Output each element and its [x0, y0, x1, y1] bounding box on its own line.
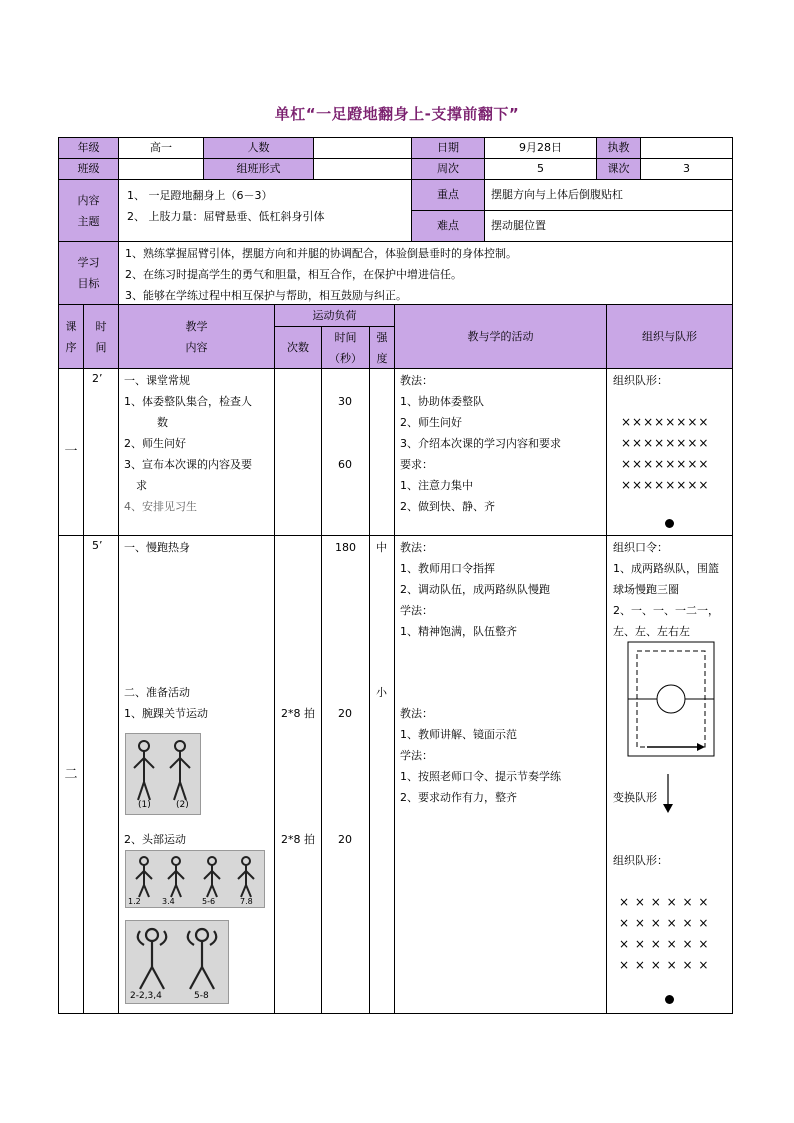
col-count: 次数 [275, 327, 322, 369]
col-time-1: 时 [95, 319, 107, 333]
col-intensity-2: 度 [376, 351, 388, 365]
col-content [119, 305, 275, 369]
section2-activity [395, 536, 607, 1013]
difficulty-label: 难点 [412, 211, 485, 242]
key-value: 摆腿方向与上体后倒腹贴杠 [485, 180, 732, 211]
page-title: 单杠“一足蹬地翻身上-支撑前翻下” [274, 105, 520, 123]
people-label: 人数 [204, 138, 314, 159]
section2-content [119, 536, 275, 1013]
s2-activity-line: 2、调动队伍，成两路纵队慢跑 [400, 583, 550, 596]
section1-time: 2’ [84, 369, 119, 536]
key-label: 重点 [412, 180, 485, 211]
formation-row: ×××××××× [621, 457, 710, 471]
s1-content-line: 1、体委整队集合，检查人 [124, 395, 252, 408]
content-label [59, 180, 119, 242]
col-intensity-1: 强 [376, 330, 388, 344]
grade-value: 高一 [119, 138, 204, 159]
s2-change-label: 变换队形 [613, 791, 657, 804]
s2-org-command-line: 2、一、一、一二一， [613, 604, 719, 617]
col-seq-2: 序 [65, 340, 77, 354]
formation-row: ×××××××× [621, 415, 710, 429]
week-label: 周次 [412, 159, 485, 180]
s2-activity-line: 1、教师讲解、镜面示范 [400, 728, 517, 741]
s2-activity-line: 1、按照老师口令、提示节奏学练 [400, 770, 561, 783]
lesson-label: 课次 [597, 159, 641, 180]
section1-organization [607, 369, 732, 536]
s1-content-line: 一、课堂常规 [124, 374, 190, 387]
section1-activity [395, 369, 607, 536]
form-value [314, 159, 412, 180]
teacher-position-dot [665, 995, 674, 1004]
s1-activity-line: 1、协助体委整队 [400, 395, 484, 408]
content-item: 1、 一足蹬地翻身上（6－3） [127, 189, 273, 202]
s2-duration-a: 180 [335, 541, 356, 554]
s2-org-command-line: 左、左、左右左 [613, 625, 690, 638]
formation-row: × × × × × × [619, 895, 710, 909]
s1-activity-line: 1、注意力集中 [400, 479, 473, 492]
goal-item: 3、能够在学练过程中相互保护与帮助，相互鼓励与纠正。 [125, 289, 407, 302]
col-activity: 教与学的活动 [395, 305, 607, 369]
s1-content-line: 2、师生问好 [124, 437, 186, 450]
sketch-label: 3.4 [162, 897, 175, 906]
s2-content-b: 二、准备活动 [124, 686, 190, 699]
goal-item: 2、在练习时提高学生的勇气和胆量，相互合作，在保护中增进信任。 [125, 268, 462, 281]
s2-activity-line: 2、要求动作有力，整齐 [400, 791, 517, 804]
s2-content-b2: 2、头部运动 [124, 833, 186, 846]
people-value [314, 138, 412, 159]
s1-content-line: 3、宣布本次课的内容及要 [124, 458, 252, 471]
sketch-label: 2-2,3,4 [130, 991, 162, 1001]
class-value [119, 159, 204, 180]
s1-duration: 60 [338, 458, 352, 471]
col-time-2: 间 [95, 340, 107, 354]
content-label-1: 内容 [77, 193, 100, 207]
s1-activity-line: 2、师生问好 [400, 416, 462, 429]
sketch-label: 5-8 [194, 991, 209, 1001]
goal-item: 1、熟练掌握屈臂引体，摆腿方向和并腿的协调配合，体验倒悬垂时的身体控制。 [125, 247, 517, 260]
sketch-label: 1.2 [128, 897, 141, 906]
s2-org-command-line: 1、成两路纵队，围篮 [613, 562, 719, 575]
s2-intensity-b: 小 [376, 686, 387, 699]
goals-label [59, 242, 119, 305]
section2-time: 5’ [84, 536, 119, 1013]
section1-content [119, 369, 275, 536]
sketch-label: 7.8 [240, 897, 253, 906]
wrist-ankle-sketch [125, 733, 201, 815]
s1-content-line: 求 [136, 479, 147, 492]
formation-row: × × × × × × [619, 958, 710, 972]
s1-content-line: 数 [157, 416, 168, 429]
col-duration-1: 时间 [334, 330, 357, 344]
s1-activity-line: 2、做到快、静、齐 [400, 500, 495, 513]
section1-intensity [370, 369, 395, 536]
s2-activity-line: 教法： [400, 541, 433, 554]
lesson-value: 3 [641, 159, 732, 180]
date-value: 9月28日 [485, 138, 597, 159]
section2-duration [322, 536, 370, 1013]
s1-duration: 30 [338, 395, 352, 408]
s2-org-command-label: 组织口令： [613, 541, 668, 554]
section1-seq: 一 [59, 369, 84, 536]
col-intensity [370, 327, 395, 369]
s2-duration-b2: 20 [338, 833, 352, 846]
formation-row: × × × × × × [619, 937, 710, 951]
formation-row: ×××××××× [621, 436, 710, 450]
formation-row: ×××××××× [621, 478, 710, 492]
week-value: 5 [485, 159, 597, 180]
basketball-court-diagram [627, 641, 717, 759]
shoulder-movement-sketch [125, 920, 229, 1004]
sketch-label: 5-6 [202, 897, 216, 906]
goals-label-1: 学习 [77, 256, 100, 269]
col-duration [322, 327, 370, 369]
section2-organization [607, 536, 732, 1013]
s2-activity-line: 教法： [400, 707, 433, 720]
s2-content-a: 一、慢跑热身 [124, 541, 190, 554]
section1-duration [322, 369, 370, 536]
s1-activity-line: 教法： [400, 374, 433, 387]
s1-org-label: 组织队形： [613, 374, 668, 387]
s2-activity-line: 学法： [400, 604, 433, 617]
content-label-2: 主题 [77, 214, 100, 228]
difficulty-value: 摆动腿位置 [485, 211, 732, 242]
col-load: 运动负荷 [275, 305, 395, 327]
s1-content-line: 4、安排见习生 [124, 500, 197, 513]
section2-seq: 二 [59, 536, 84, 1013]
section1-count [275, 369, 322, 536]
sketch-label: (2) [176, 800, 189, 810]
teacher-value [641, 138, 732, 159]
grade-label: 年级 [59, 138, 119, 159]
goals-label-2: 目标 [77, 277, 100, 290]
s2-count-b1: 2*8 拍 [281, 707, 315, 720]
s2-activity-line: 1、精神饱满，队伍整齐 [400, 625, 517, 638]
content-items [119, 180, 412, 242]
lesson-plan-table [58, 137, 733, 1014]
goals-list [119, 242, 732, 305]
date-label: 日期 [412, 138, 485, 159]
section2-count [275, 536, 322, 1013]
s2-intensity-a: 中 [376, 541, 387, 554]
s1-activity-line: 3、介绍本次课的学习内容和要求 [400, 437, 561, 450]
content-item: 2、 上肢力量：屈臂悬垂、低杠斜身引体 [127, 210, 325, 223]
s2-activity-line: 学法： [400, 749, 433, 762]
col-content-2: 内容 [185, 340, 208, 354]
teacher-label: 执教 [597, 138, 641, 159]
class-label: 班级 [59, 159, 119, 180]
s1-activity-line: 要求： [400, 458, 433, 471]
head-movement-sketch [125, 850, 265, 908]
s2-content-b1: 1、腕踝关节运动 [124, 707, 208, 720]
col-seq-1: 课 [65, 319, 77, 333]
sketch-label: (1) [138, 800, 151, 810]
col-organization: 组织与队形 [607, 305, 732, 369]
s2-org-label: 组织队形： [613, 854, 668, 867]
down-arrow-icon [662, 774, 674, 814]
form-label: 组班形式 [204, 159, 314, 180]
col-content-1: 教学 [185, 319, 208, 333]
s2-duration-b1: 20 [338, 707, 352, 720]
teacher-position-dot [665, 519, 674, 528]
formation-row: × × × × × × [619, 916, 710, 930]
s2-org-command-line: 球场慢跑三圈 [613, 583, 679, 596]
s2-count-b2: 2*8 拍 [281, 833, 315, 846]
col-seq [59, 305, 84, 369]
s2-activity-line: 1、教师用口令指挥 [400, 562, 495, 575]
col-time [84, 305, 119, 369]
col-duration-2: （秒） [329, 351, 362, 365]
section2-intensity [370, 536, 395, 1013]
